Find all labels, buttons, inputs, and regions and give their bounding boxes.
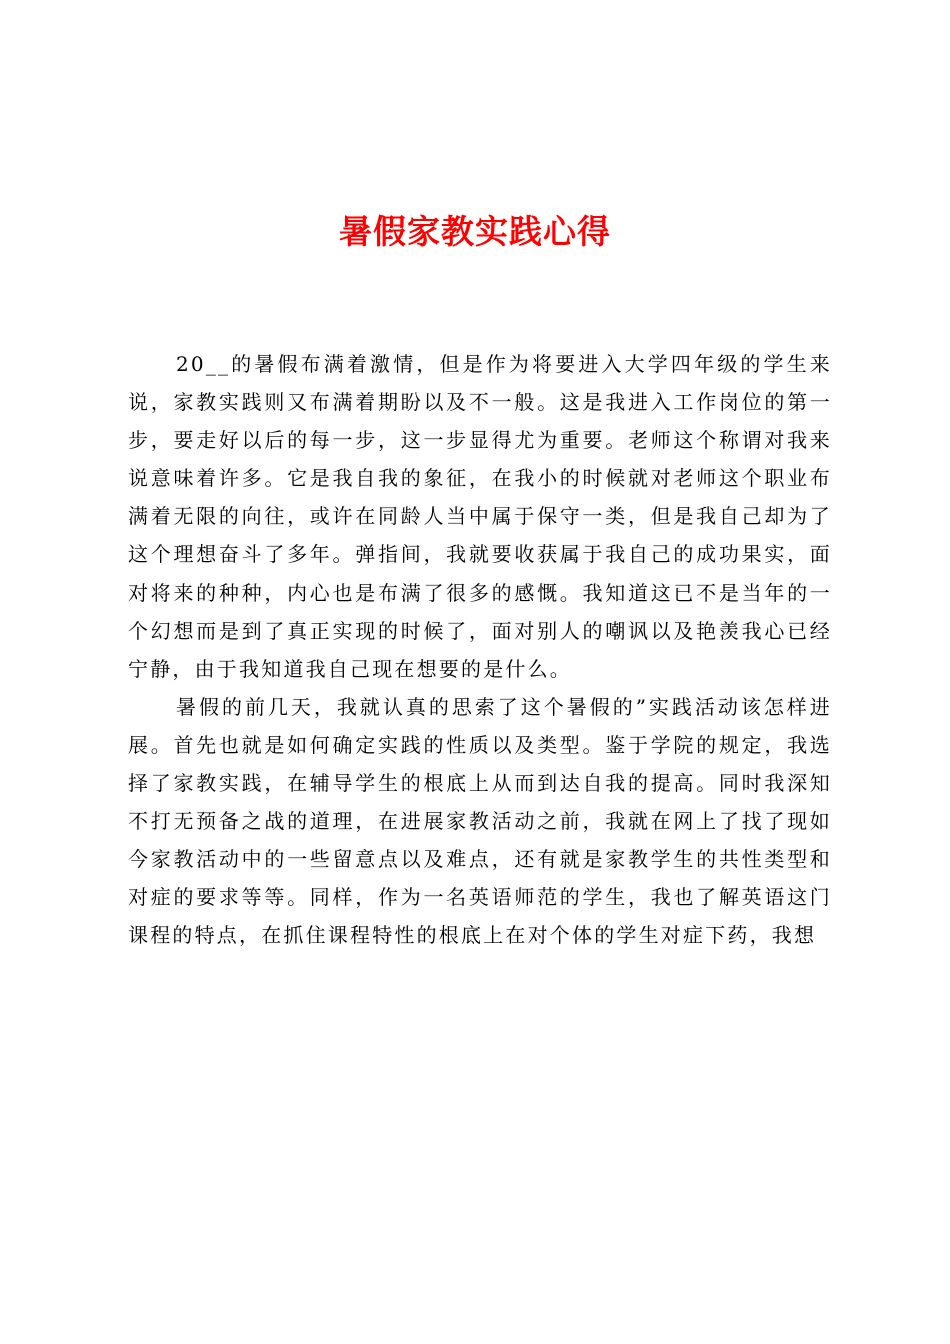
document-title: 暑假家教实践心得: [339, 212, 611, 251]
paragraph-2: 暑假的前几天，我就认真的思索了这个暑假的”实践活动该怎样进展。首先也就是如何确定实践的性质以及类型。鉴于学院的规定，我选择了家教实践，在辅导学生的根底上从而到达自我的提高。同时我深知不打无预备之战的道理，在进展家教活动之前，我就在网上了找了现如今家教活动中的一些留意点以及难点，还有就是家教学生的共性类型和对症的要求等等。同样，作为一名英语师范的学生，我也了解英语这门课程的特点，在抓住课程特性的根底上在对个体的学生对症下药，我想: [128, 694, 832, 948]
document-body: [128, 345, 832, 955]
paragraph-1: 20__的暑假布满着激情，但是作为将要进入大学四年级的学生来说，家教实践则又布满着期盼以及不一般。这是我进入工作岗位的第一步，要走好以后的每一步，这一步显得尤为重要。老师这个称谓对我来说意味着许多。它是我自我的象征，在我小的时候就对老师这个职业布满着无限的向往，或许在同龄人当中属于保守一类，但是我自己却为了这个理想奋斗了多年。弹指间，我就要收获属于我自己的成功果实，面对将来的种种，内心也是布满了很多的感慨。我知道这已不是当年的一个幻想而是到了真正实现的时候了，面对别人的嘲讽以及艳羡我心已经宁静，由于我知道我自己现在想要的是什么。: [128, 352, 832, 681]
